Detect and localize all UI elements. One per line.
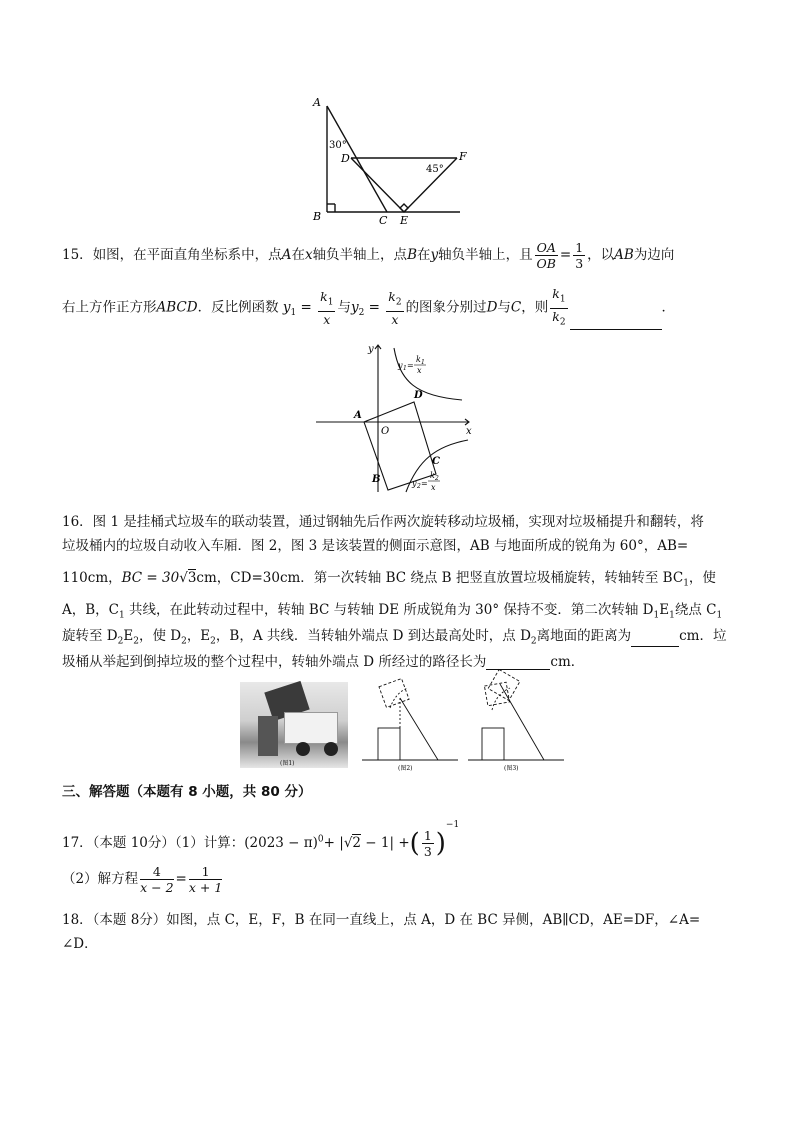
svg-text:x: x (417, 366, 422, 375)
q16-line1: 16．图 1 是挂桶式垃圾车的联动装置，通过钢轴先后作两次旋转移动垃圾桶，实现对垃圾桶提升和翻转，将 (62, 514, 704, 530)
fig1-caption: (图1) (280, 760, 295, 767)
section-3-heading: 三、解答题（本题有 8 小题，共 80 分） (62, 784, 312, 800)
fig2-side-diagram (360, 668, 460, 772)
fig3-side-diagram (466, 668, 566, 772)
fig14-label-c: C (379, 214, 388, 227)
q16-line4: A，B，$C_1$ 共线，在此转动过程中，转轴 BC 与转轴 DE 所成锐角为 30° 保持不变．第二次转轴 $D_1E_1$绕点 $C_1$ (62, 602, 723, 621)
fig1-garbage-truck-photo (240, 682, 348, 768)
q17-line2: （2）解方程 $\frac{4}{x - 2}$ = $\frac{1}{x + 1}$ (62, 864, 223, 895)
svg-text:1: 1 (421, 359, 425, 366)
figure-coordinate-square-q15 (312, 342, 474, 498)
svg-text:x: x (431, 483, 436, 492)
fig15-label-d: D (414, 390, 423, 401)
fig15-axis-x: x (466, 426, 472, 437)
fig14-label-e: E (400, 214, 409, 227)
q16-line6: 圾桶从举起到倒掉垃圾的整个过程中，转轴外端点 D 所经过的路径长为 cm． (62, 654, 585, 670)
fig3-caption: (图3) (504, 765, 519, 772)
svg-text:=: = (407, 361, 414, 370)
svg-text:1: 1 (403, 365, 407, 372)
q18-line1: 18．（本题 8分）如图，点 C，E，F，B 在同一直线上，点 A，D 在 BC 异侧，AB∥CD，AE=DF，∠A= (62, 912, 701, 928)
fig15-label-a: A (354, 410, 362, 421)
q17-line1: 17．（本题 10分）（1）计算：$(2023 - \pi)^0+ |√2 - 1|$ +( $\frac{1}{3}$ )$^{-1}$ (62, 820, 460, 859)
svg-text:y: y (412, 479, 417, 488)
q16-line2: 垃圾桶内的垃圾自动收入车厢．图 2，图 3 是该装置的侧面示意图，AB 与地面所成的锐角为 60°，AB= (62, 538, 689, 554)
q15-frac-1-3: $\frac{1}{3}$ (575, 240, 584, 271)
fig15-curve2-label (411, 471, 440, 492)
fig15-label-b: B (372, 474, 381, 485)
figure-triangles-q14 (305, 92, 475, 232)
q16-line5: 旋转至 $D_2E_2$，使 $D_2$，$E_2$，B，A 共线．当转轴外端点 D 到达最高处时，点 $D_2$离地面的距离为 cm．垃 (62, 628, 727, 647)
fig14-angle-45: 45° (426, 164, 444, 175)
svg-text:y: y (398, 361, 403, 370)
q18-line2: ∠D． (62, 936, 98, 952)
svg-text:k: k (430, 471, 435, 480)
fig14-label-b: B (313, 210, 322, 223)
fig14-label-a: A (313, 96, 321, 109)
svg-text:2: 2 (417, 483, 421, 490)
svg-text:2: 2 (435, 475, 439, 482)
fig14-label-d: D (341, 152, 350, 165)
fig15-origin: O (381, 426, 390, 437)
q15-line2: 右上方作正方形ABCD．反比例函数 $y_1$ = $\frac{k_1}{x}$ 与$y_2$ = $\frac{k_2}{x}$ 的图象分别过D与C，则 $\frac{k_1}{k_2}$ ． (62, 286, 675, 330)
fig14-angle-30: 30° (329, 140, 347, 151)
svg-text:=: = (421, 479, 428, 488)
q16-answer-blank-1[interactable] (631, 631, 679, 647)
fig15-label-c: C (432, 456, 440, 467)
fig14-label-f: F (459, 150, 467, 163)
q15-frac-oa-ob: $\frac{OA}{OB}$ (536, 240, 556, 271)
svg-text:k: k (416, 355, 421, 364)
fig15-axis-y: y (368, 344, 374, 355)
q15-answer-blank[interactable] (570, 313, 662, 330)
q16-line3: 110cm，BC = 30√3cm，CD=30cm．第一次转轴 BC 绕点 B 把竖直放置垃圾桶旋转，转轴转至 $BC_1$，使 (62, 570, 716, 589)
q15-line1: 15．如图，在平面直角坐标系中，点A在x轴负半轴上，点B在y轴负半轴上，且 $\frac{OA}{OB}$ = $\frac{1}{3}$ ，以AB为边向 (62, 240, 675, 271)
fig2-caption: (图2) (398, 765, 413, 772)
